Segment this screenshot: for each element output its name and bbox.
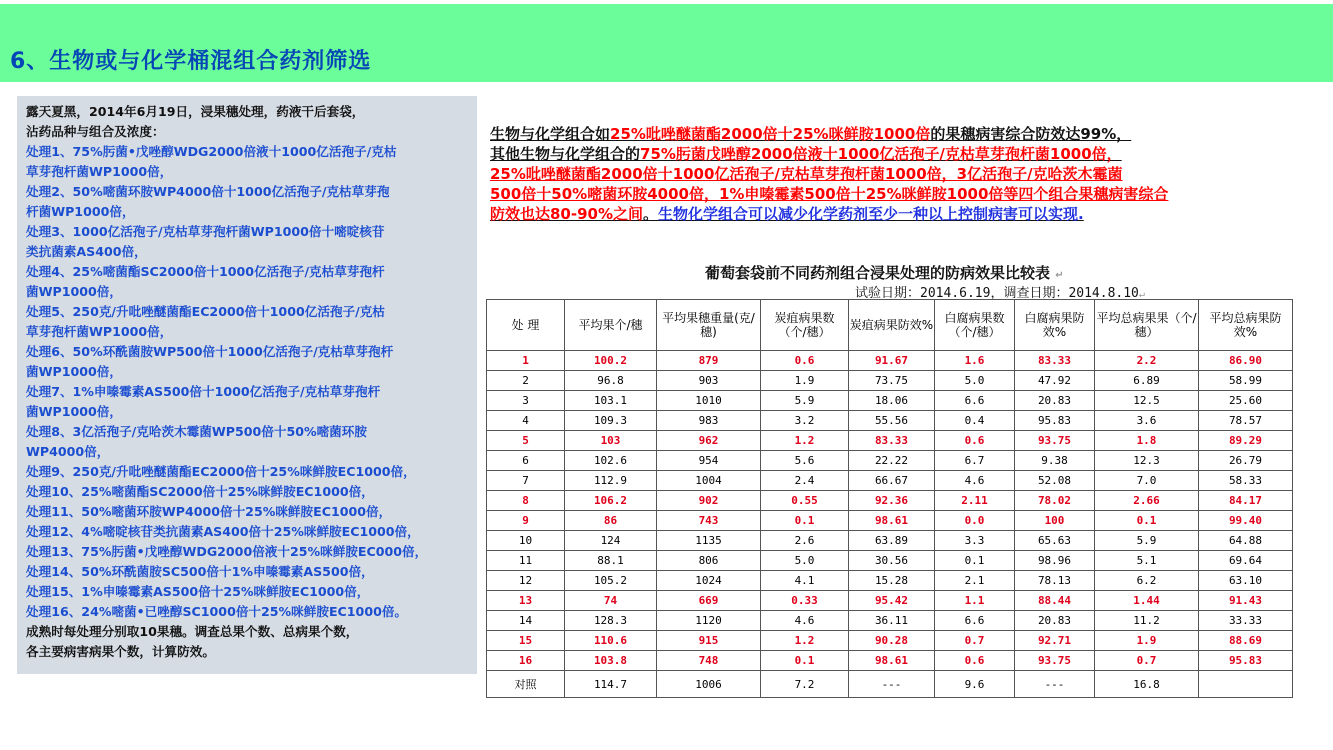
table-cell: 83.33 xyxy=(849,431,935,451)
treatment-list xyxy=(26,102,476,662)
column-header: 处 理 xyxy=(487,300,565,351)
table-cell: 103.1 xyxy=(565,391,657,411)
summary-paragraph xyxy=(490,124,1290,224)
table-cell: 93.75 xyxy=(1015,431,1095,451)
table-cell: 743 xyxy=(657,511,761,531)
table-cell: 0.1 xyxy=(1095,511,1199,531)
table-body xyxy=(487,351,1293,698)
table-cell: 20.83 xyxy=(1015,611,1095,631)
table-cell: 5.9 xyxy=(1095,531,1199,551)
treatment-line: 处理16、24%嘧菌•已唑醇SC1000倍十25%咪鲜胺EC1000倍。 xyxy=(26,604,408,619)
summary-text: 生物与化学组合如 xyxy=(490,125,611,143)
table-cell: 5.6 xyxy=(761,451,849,471)
table-cell: 84.17 xyxy=(1199,491,1293,511)
table-cell: 983 xyxy=(657,411,761,431)
table-cell: 91.43 xyxy=(1199,591,1293,611)
table-cell: 5.1 xyxy=(1095,551,1199,571)
table-cell: 103 xyxy=(565,431,657,451)
column-header: 炭疽病果数（个/穗） xyxy=(761,300,849,351)
table-cell: 92.71 xyxy=(1015,631,1095,651)
table-cell: 1006 xyxy=(657,671,761,698)
table-cell: 0.1 xyxy=(935,551,1015,571)
table-cell: 25.60 xyxy=(1199,391,1293,411)
treatment-line: 处理2、50%嘧菌环胺WP4000倍十1000亿活孢子/克枯草芽孢 xyxy=(26,184,390,199)
table-cell: 669 xyxy=(657,591,761,611)
table-cell: 86 xyxy=(565,511,657,531)
summary-line-1 xyxy=(490,124,1290,144)
table-cell: 105.2 xyxy=(565,571,657,591)
table-cell: 16.8 xyxy=(1095,671,1199,698)
column-header: 炭疽病果防效% xyxy=(849,300,935,351)
table-row xyxy=(487,391,1293,411)
table-cell: 7 xyxy=(487,471,565,491)
table-cell: 64.88 xyxy=(1199,531,1293,551)
table-cell: 109.3 xyxy=(565,411,657,431)
treatment-line: 处理10、25%嘧菌酯SC2000倍十25%咪鲜胺EC1000倍， xyxy=(26,484,374,499)
table-cell: --- xyxy=(849,671,935,698)
table-cell: 1.8 xyxy=(1095,431,1199,451)
treatment-line: 处理8、3亿活孢子/克哈茨木霉菌WP500倍十50%嘧菌环胺 xyxy=(26,424,367,439)
table-row xyxy=(487,471,1293,491)
title-banner xyxy=(0,4,1333,82)
table-cell: 1.44 xyxy=(1095,591,1199,611)
table-cell: 15 xyxy=(487,631,565,651)
treatment-line: 处理1、75%肟菌•戊唑醇WDG2000倍液十1000亿活孢子/克枯 xyxy=(26,144,397,159)
table-cell: 2.11 xyxy=(935,491,1015,511)
table-cell: 95.83 xyxy=(1199,651,1293,671)
table-cell: 88.44 xyxy=(1015,591,1095,611)
table-cell: 4 xyxy=(487,411,565,431)
column-header: 白腐病果数（个/穗） xyxy=(935,300,1015,351)
summary-line-4: 500倍十50%嘧菌环胺4000倍，1%申嗪霉素500倍十25%咪鲜胺1000倍等四个组合果穗病害综合 xyxy=(490,185,1169,203)
column-header: 平均总病果防效% xyxy=(1199,300,1293,351)
table-cell: 903 xyxy=(657,371,761,391)
summary-conclusion: 生物化学组合可以减少化学药剂至少一种以上控制病害可以实现. xyxy=(658,205,1084,223)
table-cell: 1004 xyxy=(657,471,761,491)
table-cell: 1.1 xyxy=(935,591,1015,611)
table-cell: 58.99 xyxy=(1199,371,1293,391)
column-header: 平均果个/穗 xyxy=(565,300,657,351)
table-cell: 7.0 xyxy=(1095,471,1199,491)
table-cell: 1.6 xyxy=(935,351,1015,371)
table-cell: 0.6 xyxy=(761,351,849,371)
table-cell: 6 xyxy=(487,451,565,471)
table-cell: 6.6 xyxy=(935,391,1015,411)
column-header: 平均果穗重量(克/穗) xyxy=(657,300,761,351)
table-cell: 91.67 xyxy=(849,351,935,371)
treatment-line: 菌WP1000倍， xyxy=(26,404,122,419)
table-cell: 110.6 xyxy=(565,631,657,651)
table-cell: 748 xyxy=(657,651,761,671)
table-cell: 100.2 xyxy=(565,351,657,371)
table-cell: 124 xyxy=(565,531,657,551)
table-cell: 66.67 xyxy=(849,471,935,491)
treatment-line: 处理5、250克/升吡唑醚菌酯EC2000倍十1000亿活孢子/克枯 xyxy=(26,304,385,319)
table-cell: 3.2 xyxy=(761,411,849,431)
table-row xyxy=(487,571,1293,591)
table-title: 葡萄套袋前不同药剂组合浸果处理的防病效果比较表 ↵ xyxy=(705,264,1064,282)
table-row xyxy=(487,351,1293,371)
table-cell: 22.22 xyxy=(849,451,935,471)
table-cell: 6.6 xyxy=(935,611,1015,631)
table-cell: 98.61 xyxy=(849,651,935,671)
table-cell: 88.69 xyxy=(1199,631,1293,651)
table-cell: 12.3 xyxy=(1095,451,1199,471)
table-row xyxy=(487,591,1293,611)
table-cell: 93.75 xyxy=(1015,651,1095,671)
table-cell: 92.36 xyxy=(849,491,935,511)
table-cell: 0.1 xyxy=(761,651,849,671)
table-cell: 20.83 xyxy=(1015,391,1095,411)
table-cell: 1.9 xyxy=(761,371,849,391)
table-cell: 6.7 xyxy=(935,451,1015,471)
table-cell: 11 xyxy=(487,551,565,571)
table-cell: 112.9 xyxy=(565,471,657,491)
treatment-list-panel xyxy=(17,96,477,674)
table-cell: 33.33 xyxy=(1199,611,1293,631)
table-cell: 13 xyxy=(487,591,565,611)
table-cell: 1 xyxy=(487,351,565,371)
treatment-line: 处理12、4%嘧啶核苷类抗菌素AS400倍十25%咪鲜胺EC1000倍， xyxy=(26,524,420,539)
table-cell: 114.7 xyxy=(565,671,657,698)
table-cell: 128.3 xyxy=(565,611,657,631)
table-cell: 98.61 xyxy=(849,511,935,531)
table-cell: 86.90 xyxy=(1199,351,1293,371)
treatment-line: 处理3、1000亿活孢子/克枯草芽孢杆菌WP1000倍十嘧啶核苷 xyxy=(26,224,385,239)
table-cell: 4.6 xyxy=(761,611,849,631)
table-cell: 73.75 xyxy=(849,371,935,391)
column-header: 平均总病果果（个/穗） xyxy=(1095,300,1199,351)
table-cell: 2.1 xyxy=(935,571,1015,591)
table-cell: 0.7 xyxy=(935,631,1015,651)
table-cell: 1135 xyxy=(657,531,761,551)
column-header: 白腐病果防效% xyxy=(1015,300,1095,351)
table-cell: 879 xyxy=(657,351,761,371)
treatment-line: 菌WP1000倍， xyxy=(26,364,122,379)
treatment-line: 菌WP1000倍， xyxy=(26,284,122,299)
table-cell: 0.7 xyxy=(1095,651,1199,671)
table-cell: 902 xyxy=(657,491,761,511)
table-cell: 4.6 xyxy=(935,471,1015,491)
table-cell: 78.13 xyxy=(1015,571,1095,591)
table-cell: 1.2 xyxy=(761,431,849,451)
table-cell: 3.3 xyxy=(935,531,1015,551)
summary-line-5 xyxy=(490,204,1290,224)
table-cell: 90.28 xyxy=(849,631,935,651)
table-cell: 26.79 xyxy=(1199,451,1293,471)
table-cell: 6.2 xyxy=(1095,571,1199,591)
table-cell: 3 xyxy=(487,391,565,411)
summary-text: 其他生物与化学组合的 xyxy=(490,145,641,163)
table-cell: 对照 xyxy=(487,671,565,698)
table-cell: 2 xyxy=(487,371,565,391)
summary-line-2 xyxy=(490,144,1290,164)
table-cell: 5.9 xyxy=(761,391,849,411)
table-cell: 5 xyxy=(487,431,565,451)
treatment-line: 处理9、250克/升吡唑醚菌酯EC2000倍十25%咪鲜胺EC1000倍， xyxy=(26,464,416,479)
table-cell: 95.42 xyxy=(849,591,935,611)
treatment-line: 露天夏黑，2014年6月19日，浸果穗处理，药液干后套袋， xyxy=(26,104,365,119)
table-cell: 9 xyxy=(487,511,565,531)
table-row xyxy=(487,451,1293,471)
page-title: 6、生物或与化学桶混组合药剂筛选 xyxy=(10,49,372,74)
table-cell: 9.6 xyxy=(935,671,1015,698)
table-cell: 52.08 xyxy=(1015,471,1095,491)
table-row xyxy=(487,531,1293,551)
table-cell: 0.55 xyxy=(761,491,849,511)
treatment-line: 处理13、75%肟菌•戊唑醇WDG2000倍液十25%咪鲜胺EC000倍， xyxy=(26,544,428,559)
table-cell: 5.0 xyxy=(935,371,1015,391)
table-cell: 96.8 xyxy=(565,371,657,391)
table-cell: 10 xyxy=(487,531,565,551)
treatment-line: 沾药品种与组合及浓度： xyxy=(26,124,165,139)
table-cell: 74 xyxy=(565,591,657,611)
table-cell: 1120 xyxy=(657,611,761,631)
table-cell: 962 xyxy=(657,431,761,451)
treatment-line: 各主要病害病果个数，计算防效。 xyxy=(26,644,215,659)
table-cell: 5.0 xyxy=(761,551,849,571)
treatment-line: 草芽孢杆菌WP1000倍， xyxy=(26,164,173,179)
table-cell: 14 xyxy=(487,611,565,631)
table-cell: 9.38 xyxy=(1015,451,1095,471)
treatment-line: 杆菌WP1000倍， xyxy=(26,204,135,219)
table-cell: 78.57 xyxy=(1199,411,1293,431)
table-cell: 0.33 xyxy=(761,591,849,611)
summary-text: 。 xyxy=(643,205,659,223)
table-cell: 63.10 xyxy=(1199,571,1293,591)
treatment-line: 处理6、50%环酰菌胺WP500倍十1000亿活孢子/克枯草芽孢杆 xyxy=(26,344,394,359)
table-cell: 12.5 xyxy=(1095,391,1199,411)
treatment-line: 处理14、50%环酰菌胺SC500倍十1%申嗪霉素AS500倍， xyxy=(26,564,374,579)
table-cell: 8 xyxy=(487,491,565,511)
table-header-row xyxy=(487,300,1293,351)
table-cell: 95.83 xyxy=(1015,411,1095,431)
summary-line-3: 25%吡唑醚菌酯2000倍十1000亿活孢子/克枯草芽孢杆菌1000倍，3亿活孢子/克哈茨木霉菌 xyxy=(490,165,1123,183)
table-cell: 65.63 xyxy=(1015,531,1095,551)
treatment-line: 处理7、1%申嗪霉素AS500倍十1000亿活孢子/克枯草芽孢杆 xyxy=(26,384,381,399)
table-cell: 1010 xyxy=(657,391,761,411)
table-cell: 69.64 xyxy=(1199,551,1293,571)
table-cell: 954 xyxy=(657,451,761,471)
table-row xyxy=(487,371,1293,391)
table-row xyxy=(487,611,1293,631)
table-cell: 36.11 xyxy=(849,611,935,631)
summary-highlight: 防效也达80-90%之间 xyxy=(490,205,644,223)
table-cell: 98.96 xyxy=(1015,551,1095,571)
treatment-line: 处理4、25%嘧菌酯SC2000倍十1000亿活孢子/克枯草芽孢杆 xyxy=(26,264,385,279)
table-cell: 47.92 xyxy=(1015,371,1095,391)
treatment-line: 草芽孢杆菌WP1000倍， xyxy=(26,324,173,339)
table-cell: 0.6 xyxy=(935,431,1015,451)
treatment-line: 处理15、1%申嗪霉素AS500倍十25%咪鲜胺EC1000倍， xyxy=(26,584,370,599)
treatment-line: WP4000倍， xyxy=(26,444,110,459)
table-cell: 2.2 xyxy=(1095,351,1199,371)
table-subtitle: 试验日期：2014.6.19，调查日期：2014.8.10↵ xyxy=(855,286,1145,301)
table-cell: 1024 xyxy=(657,571,761,591)
table-cell: 806 xyxy=(657,551,761,571)
summary-highlight: 25%吡唑醚菌酯2000倍十25%咪鲜胺1000倍 xyxy=(610,125,931,143)
results-table xyxy=(486,299,1293,698)
table-cell: 3.6 xyxy=(1095,411,1199,431)
table-cell: 915 xyxy=(657,631,761,651)
table-cell: 55.56 xyxy=(849,411,935,431)
table-cell: 102.6 xyxy=(565,451,657,471)
table-cell: 2.4 xyxy=(761,471,849,491)
table-cell: 63.89 xyxy=(849,531,935,551)
table-cell: 2.66 xyxy=(1095,491,1199,511)
table-cell: 0.6 xyxy=(935,651,1015,671)
table-row xyxy=(487,431,1293,451)
table-cell: 88.1 xyxy=(565,551,657,571)
table-cell: 58.33 xyxy=(1199,471,1293,491)
table-cell: 1.9 xyxy=(1095,631,1199,651)
table-cell: 16 xyxy=(487,651,565,671)
treatment-line: 成熟时每处理分别取10果穗。调查总果个数、总病果个数， xyxy=(26,624,359,639)
table-cell: 6.89 xyxy=(1095,371,1199,391)
summary-highlight: 75%肟菌戊唑醇2000倍液十1000亿活孢子/克枯草芽孢杆菌1000倍， xyxy=(640,145,1122,163)
table-cell: 83.33 xyxy=(1015,351,1095,371)
table-cell: 89.29 xyxy=(1199,431,1293,451)
table-row xyxy=(487,491,1293,511)
summary-text: 的果穗病害综合防效达99%， xyxy=(930,125,1132,143)
table-cell: 2.6 xyxy=(761,531,849,551)
table-cell: --- xyxy=(1015,671,1095,698)
table-cell: 18.06 xyxy=(849,391,935,411)
table-cell: 4.1 xyxy=(761,571,849,591)
table-cell: 103.8 xyxy=(565,651,657,671)
treatment-line: 类抗菌素AS400倍， xyxy=(26,244,147,259)
table-row xyxy=(487,511,1293,531)
table-cell: 100 xyxy=(1015,511,1095,531)
table-cell: 0.1 xyxy=(761,511,849,531)
table-cell: 106.2 xyxy=(565,491,657,511)
table-cell: 0.0 xyxy=(935,511,1015,531)
table-cell: 7.2 xyxy=(761,671,849,698)
table-row xyxy=(487,631,1293,651)
table-cell: 12 xyxy=(487,571,565,591)
table-cell: 30.56 xyxy=(849,551,935,571)
table-row xyxy=(487,671,1293,698)
table-cell: 15.28 xyxy=(849,571,935,591)
table-row xyxy=(487,411,1293,431)
table-cell: 0.4 xyxy=(935,411,1015,431)
treatment-line: 处理11、50%嘧菌环胺WP4000倍十25%咪鲜胺EC1000倍， xyxy=(26,504,392,519)
table-row xyxy=(487,551,1293,571)
table-cell: 11.2 xyxy=(1095,611,1199,631)
table-cell: 1.2 xyxy=(761,631,849,651)
table-cell xyxy=(1199,671,1293,698)
table-cell: 78.02 xyxy=(1015,491,1095,511)
table-cell: 99.40 xyxy=(1199,511,1293,531)
table-row xyxy=(487,651,1293,671)
